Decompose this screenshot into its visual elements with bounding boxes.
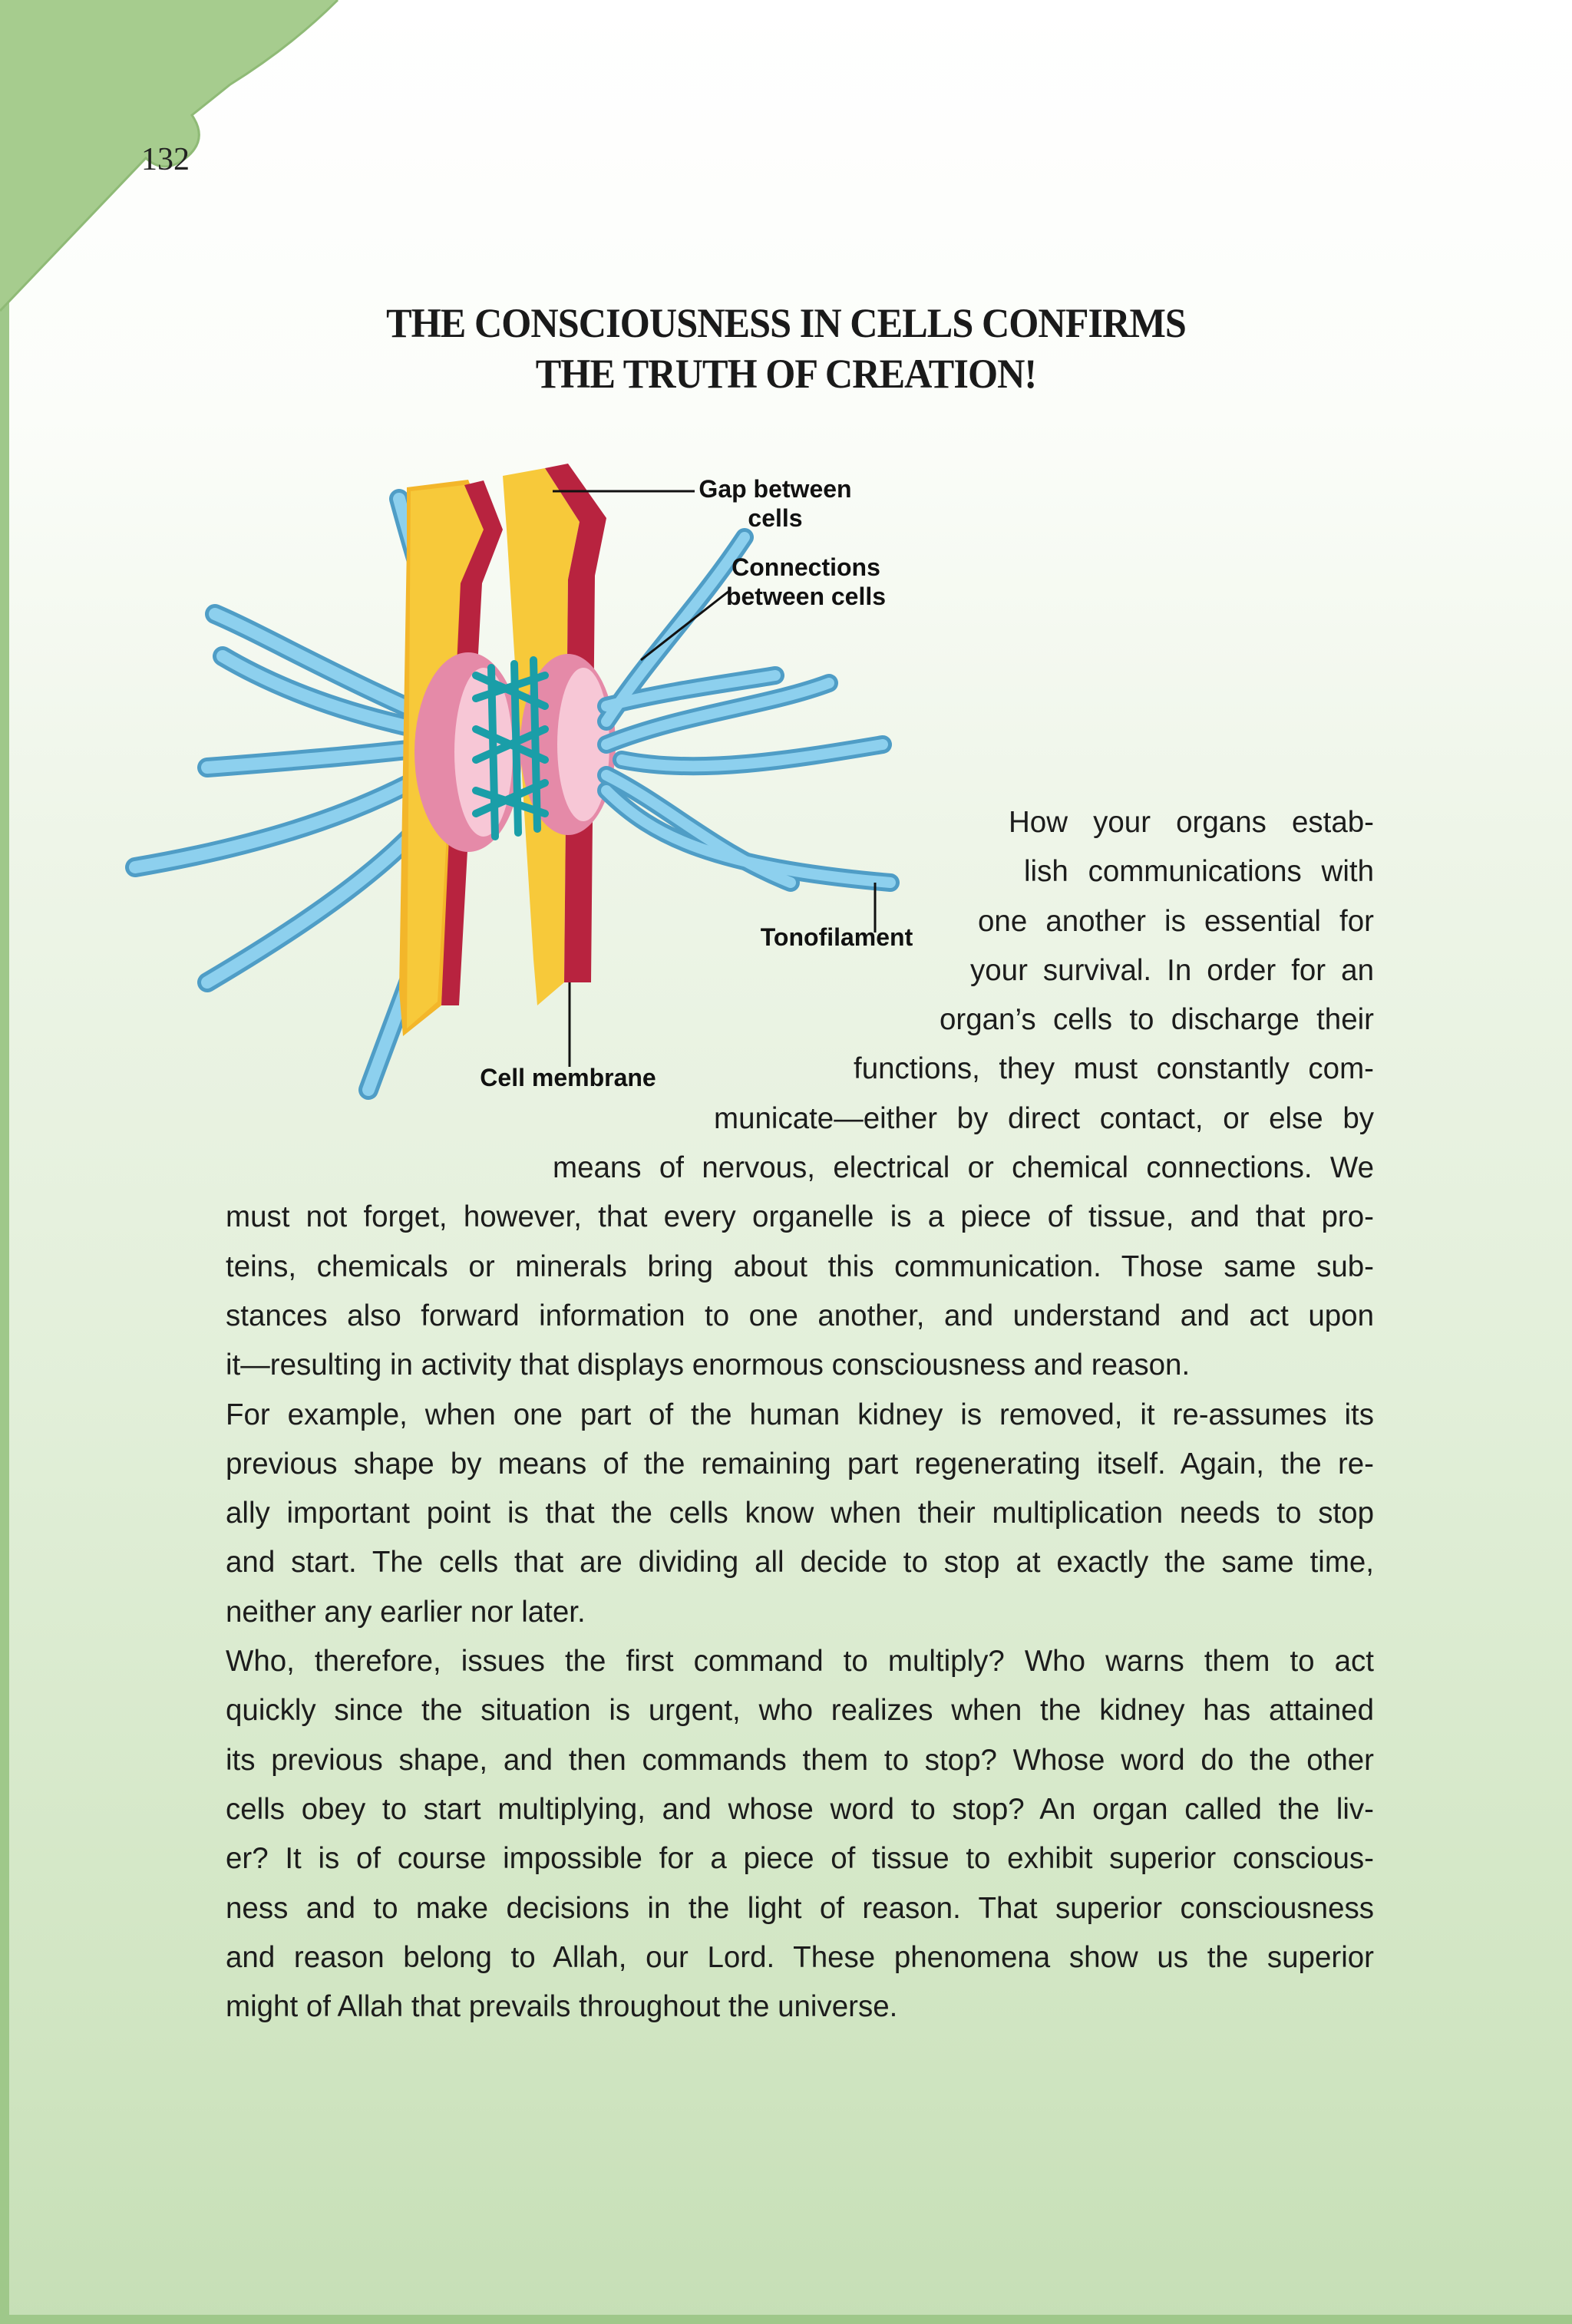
- text-line: means of nervous, electrical or chemical connections. We: [553, 1151, 1374, 1185]
- label-tonofilament: Tonofilament: [760, 923, 913, 951]
- label-cell-membrane: Cell membrane: [480, 1064, 656, 1091]
- page-title: [55, 298, 1518, 399]
- label-gap-between-cells: [683, 474, 867, 533]
- text-line: quickly since the situation is urgent, who realizes when the kidney has attained: [226, 1694, 1374, 1728]
- page-bottom-border: [0, 2315, 1572, 2324]
- text-line: functions, they must constantly com-: [854, 1052, 1374, 1086]
- text-line: neither any earlier nor later.: [226, 1595, 586, 1629]
- paragraph-2: [226, 1391, 1374, 1637]
- text-line: your survival. In order for an: [970, 953, 1374, 987]
- text-line: ness and to make decisions in the light of reason. That superior consciousness: [226, 1891, 1374, 1925]
- text-line: might of Allah that prevails throughout the universe.: [226, 1990, 898, 2024]
- text-line: stances also forward information to one another, and understand and act upon: [226, 1299, 1374, 1332]
- text-line: previous shape by means of the remaining part regenerating itself. Again, the re-: [226, 1447, 1374, 1481]
- page-left-border: [0, 0, 9, 2324]
- text-line: er? It is of course impossible for a piece of tissue to exhibit superior conscious-: [226, 1842, 1374, 1876]
- text-line: lish communications with: [1024, 855, 1374, 889]
- text-line: one another is essential for: [978, 904, 1374, 938]
- text-line: teins, chemicals or minerals bring about this communication. Those same sub-: [226, 1249, 1374, 1283]
- title-line-2: THE TRUTH OF CREATION!: [535, 351, 1037, 397]
- text-line: Who, therefore, issues the first command to multiply? Who warns them to act: [226, 1645, 1374, 1679]
- text-line: municate—either by direct contact, or else by: [714, 1101, 1374, 1135]
- text-line: and start. The cells that are dividing all decide to stop at exactly the same time,: [226, 1546, 1374, 1580]
- text-line: organ’s cells to discharge their: [940, 1003, 1374, 1037]
- text-line: and reason belong to Allah, our Lord. These phenomena show us the superior: [226, 1940, 1374, 1974]
- body-text: [226, 798, 1374, 2032]
- text-line: cells obey to start multiplying, and whose word to stop? An organ called the liv-: [226, 1792, 1374, 1826]
- connections-label-line-1: Connections: [732, 553, 880, 581]
- page-number: 132: [141, 142, 190, 177]
- text-line: must not forget, however, that every organelle is a piece of tissue, and that pro-: [226, 1200, 1374, 1234]
- paragraph-1: [226, 798, 1374, 1391]
- text-line: How your organs estab-: [1009, 806, 1374, 839]
- text-line: its previous shape, and then commands them to stop? Whose word do the other: [226, 1743, 1374, 1777]
- gap-label-line-1: Gap between: [698, 475, 852, 503]
- paragraph-3: [226, 1637, 1374, 2032]
- gap-label-line-2: cells: [748, 504, 803, 532]
- label-connections-between-cells: [706, 553, 906, 611]
- text-line: ally important point is that the cells know when their multiplication needs to stop: [226, 1497, 1374, 1530]
- text-line: it—resulting in activity that displays enormous consciousness and reason.: [226, 1349, 1191, 1382]
- title-line-1: THE CONSCIOUSNESS IN CELLS CONFIRMS: [386, 300, 1186, 346]
- connections-label-line-2: between cells: [725, 583, 887, 610]
- text-line: For example, when one part of the human kidney is removed, it re-assumes its: [226, 1398, 1374, 1431]
